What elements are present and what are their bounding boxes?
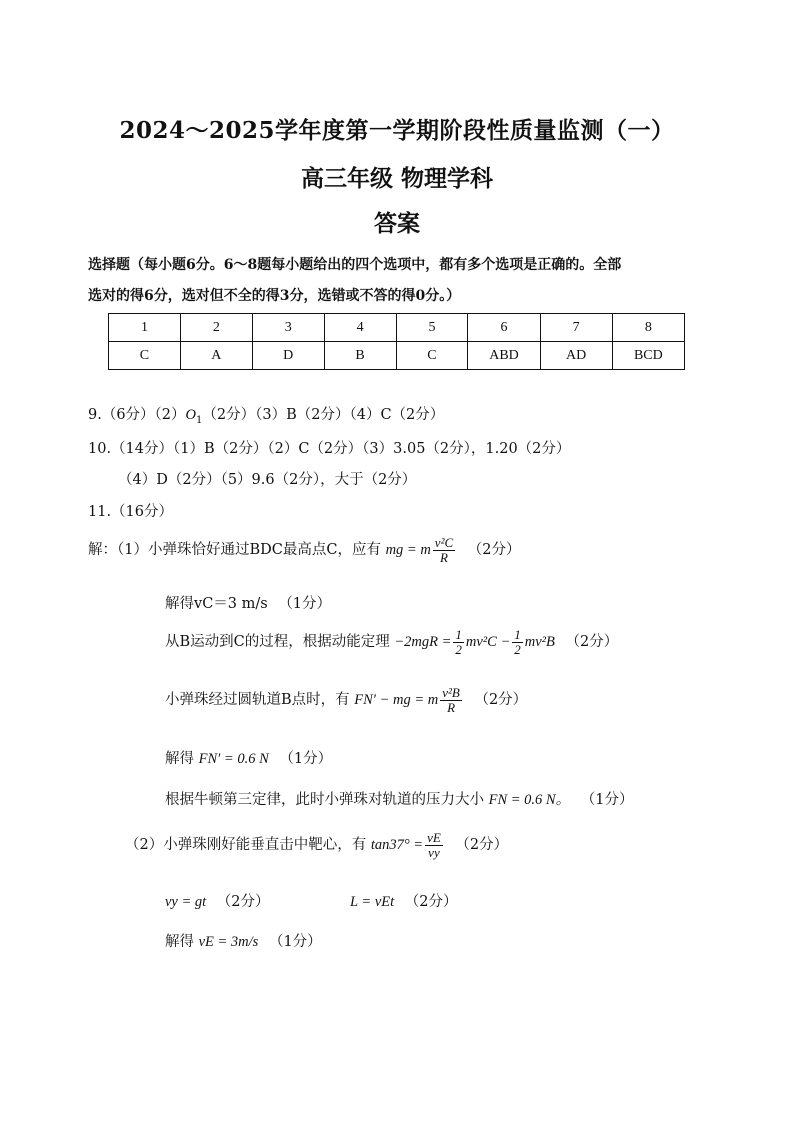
q11-step-1 [88,536,520,564]
q11-step-1-text: 解：（1）小弹珠恰好通过BDC最高点C，应有 [88,542,381,559]
table-cell: 7 [540,314,612,342]
q9-rest: （2分）（3）B（2分）（4）C（2分） [202,407,445,423]
q11-step-3-formula-b: mv²C − [465,634,511,651]
score: （2分） [565,634,619,651]
q11-step-4-text: 小弹珠经过圆轨道B点时，有 [165,692,350,709]
q11-step-4-formula: FN′ − mg = m [354,692,439,709]
score: （1分） [278,596,332,612]
fraction [440,686,462,714]
q9-line [88,403,444,426]
q11-part-2 [125,831,508,859]
q11-part-2-formula-vy: vy = gt [165,894,207,910]
table-row-numbers [109,314,685,342]
table-cell: B [324,342,396,370]
q11-part-2-eq-1 [165,890,270,911]
fraction-numerator: v²B [442,685,460,700]
q11-step-5 [165,747,332,768]
q11-step-2 [165,592,331,613]
q11-step-4 [165,686,527,714]
table-cell: 1 [109,314,181,342]
q9-label: 9.（6分）（2） [88,407,186,423]
answer-heading: 答案 [374,210,420,237]
table-cell: ABD [468,342,540,370]
q11-step-6-text: 根据牛顿第三定律，此时小弹珠对轨道的压力大小 [165,792,484,808]
q11-step-3-formula-a: −2mgR = [394,634,452,651]
q11-step-3-text: 从B运动到C的过程，根据动能定理 [165,634,390,651]
table-cell: 2 [180,314,252,342]
q11-step-2-text: 解得vC＝3 m/s [165,596,268,612]
fraction-denominator: 2 [455,641,462,657]
fraction [425,831,443,859]
fraction-numerator: vE [427,830,441,845]
fraction-numerator: v²C [434,535,454,550]
fraction-numerator: 1 [514,627,521,642]
q11-part-2-formula: tan37° = [370,837,424,854]
score: （2分） [404,894,458,910]
answer-table [108,313,685,370]
fraction-denominator: 2 [514,641,521,657]
q11-step-3-formula-c: mv²B [524,634,555,651]
q11-step-3 [165,628,618,656]
fraction-denominator: R [447,699,456,715]
fraction [512,628,523,656]
table-cell: C [109,342,181,370]
q9-o-symbol: O [185,407,197,423]
q9-o-subscript: 1 [196,414,203,426]
q11-step-6 [165,788,633,809]
fraction-denominator: R [439,549,448,565]
q11-part-2-text: （2）小弹珠刚好能垂直击中靶心，有 [125,837,367,854]
q11-step-6-formula: FN = 0.6 N。 [488,792,571,808]
table-cell: AD [540,342,612,370]
score: （1分） [580,792,634,808]
table-cell: BCD [612,342,684,370]
intro-line-2: 选对的得6分，选对但不全的得3分，选错或不答的得0分。） [88,288,461,304]
q11-part-2-result-formula: vE = 3m/s [198,934,259,950]
q11-part-2-formula-l: L = vEt [350,894,395,910]
table-cell: 8 [612,314,684,342]
table-row-answers [109,342,685,370]
score: （2分） [216,894,270,910]
q11-step-5-text: 解得 [165,751,194,767]
fraction [433,536,455,564]
score: （1分） [268,934,322,950]
q11-part-2-result-text: 解得 [165,934,194,950]
fraction-denominator: vy [428,844,440,860]
q11-part-2-eq-2 [350,890,458,911]
score: （2分） [474,692,528,709]
table-cell: C [396,342,468,370]
table-cell: 3 [252,314,324,342]
q11-part-2-result [165,930,322,951]
table-cell: D [252,342,324,370]
q10-line-1: 10.（14分）（1）B（2分）（2）C（2分）（3）3.05（2分），1.20（2分） [88,441,571,457]
document-subtitle: 高三年级 物理学科 [300,165,493,192]
q10-line-2: （4）D（2分）（5）9.6（2分），大于（2分） [118,472,417,488]
table-cell: A [180,342,252,370]
intro-line-1: 选择题（每小题6分。6～8题每小题给出的四个选项中，都有多个选项是正确的。全部 [88,257,622,273]
fraction-numerator: 1 [455,627,462,642]
q11-step-1-formula: mg = m [385,542,431,559]
q11-step-5-formula: FN′ = 0.6 N [198,751,269,767]
table-cell: 4 [324,314,396,342]
table-cell: 6 [468,314,540,342]
fraction [453,628,464,656]
table-cell: 5 [396,314,468,342]
q11-header: 11.（16分） [88,504,174,520]
score: （2分） [455,837,509,854]
document-title: 2024～2025学年度第一学期阶段性质量监测（一） [119,117,675,144]
score: （1分） [279,751,333,767]
score: （2分） [467,542,521,559]
